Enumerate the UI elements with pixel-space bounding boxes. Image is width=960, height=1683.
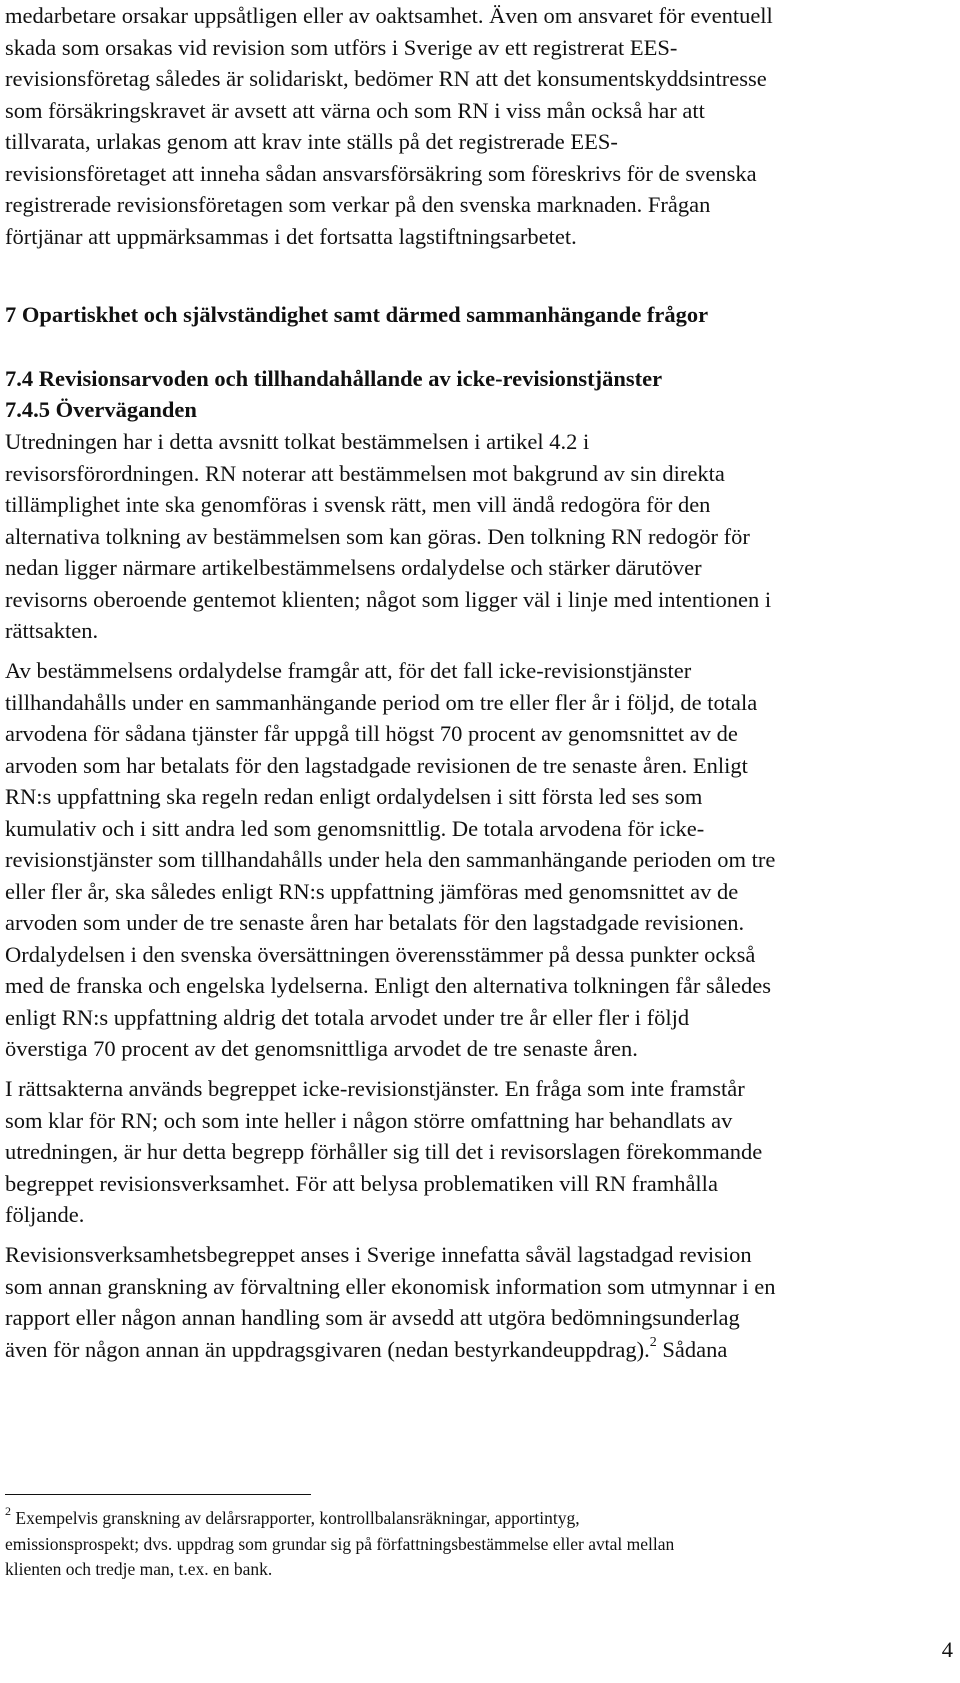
text-line: eller fler år, ska således enligt RN:s uppfattning jämföras med genomsnittet av de [5,878,739,904]
text-line: Ordalydelsen i den svenska översättningen överensstämmer på dessa punkter också [5,941,756,967]
text-line: revisorns oberoende gentemot klienten; något som ligger väl i linje med intentionen i [5,586,772,612]
text-line: rapport eller någon annan handling som är avsedd att utgöra bedömningsunderlag [5,1305,740,1330]
text-line: revisorsförordningen. RN noterar att bestämmelsen mot bakgrund av sin direkta [5,460,725,486]
text-line: registrerade revisionsföretagen som verkar på den svenska marknaden. Frågan [5,192,711,217]
text-line: arvodena för sådana tjänster får uppgå till högst 70 procent av genomsnittet av de [5,721,738,746]
text-line: som klar för RN; och som inte heller i någon större omfattning har behandlats av [5,1107,733,1133]
section-heading-7-4-5: 7.4.5 Överväganden [5,397,197,422]
text-line: tillhandahålls under en sammanhängande period om tre eller fler år i följd, de totala [5,689,758,715]
text-line: som annan granskning av förvaltning eller ekonomisk information som utmynnar i en [5,1273,776,1299]
text-line: Utredningen har i detta avsnitt tolkat bestämmelsen i artikel 4.2 i [5,429,590,454]
text-line: tillvarata, urlakas genom att krav inte ställs på det registrerade EES- [5,129,618,154]
text-line: revisionstjänster som tillhandahålls under hela den sammanhängande perioden om tre [5,847,776,872]
footnote-separator [5,1494,311,1495]
text-line: Revisionsverksamhetsbegreppet anses i Sverige innefatta såväl lagstadgad revision [5,1242,752,1267]
text-line: utredningen, är hur detta begrepp förhåller sig till det i revisorslagen förekommande [5,1139,763,1164]
page-number: 4 [941,1637,953,1662]
text-line: överstiga 70 procent av det genomsnittliga arvodet de tre senaste åren. [5,1036,638,1061]
text-line: rättsakten. [5,618,99,643]
text-line: som försäkringskravet är avsett att värna och som RN i viss mån också har att [5,97,705,123]
text-line: Av bestämmelsens ordalydelse framgår att, för det fall icke-revisionstjänster [5,658,692,683]
text-line: förtjänar att uppmärksammas i det fortsatta lagstiftningsarbetet. [5,223,577,249]
text-line: revisionsföretag således är solidariskt, bedömer RN att det konsumentskyddsintresse [5,66,767,91]
text-line: följande. [5,1202,85,1227]
paragraph-wording [5,655,955,1065]
text-line: revisionsföretaget att inneha sådan ansvarsförsäkring som föreskrivs för de svenska [5,160,757,186]
footnote-line [5,1506,955,1532]
text-line: begreppet revisionsverksamhet. För att belysa problematiken vill RN framhålla [5,1170,718,1196]
text-line: RN:s uppfattning ska regeln redan enligt ordalydelsen i sitt första led ses som [5,784,703,809]
text-line: medarbetare orsakar uppsåtligen eller av oaktsamhet. Även om ansvaret för eventuell [5,3,773,28]
text-line: enligt RN:s uppfattning aldrig det totala arvodet under tre år eller fler i följd [5,1004,690,1030]
text-run: Sådana [656,1336,728,1362]
text-line: skada som orsakas vid revision som utförs i Sverige av ett registrerat EES- [5,34,678,60]
text-line: arvoden som har betalats för den lagstadgade revisionen de tre senaste åren. Enligt [5,752,748,778]
footnote-text: Exempelvis granskning av delårsrapporter, kontrollbalansräkningar, apportintyg, [11,1508,580,1528]
text-line: nedan ligger närmare artikelbestämmelsens ordalydelse och stärker därutöver [5,555,702,580]
footnote [5,1506,955,1583]
text-line: med de franska och engelska lydelserna. Enligt den alternativa tolkningen får således [5,973,771,998]
paragraph-audit-activity [5,1239,955,1365]
footnote-line: emissionsprospekt; dvs. uppdrag som grundar sig på författningsbestämmelse eller avtal mellan [5,1533,675,1554]
text-line: arvoden som under de tre senaste åren har betalats för den lagstadgade revisionen. [5,910,745,935]
text-line: I rättsakterna används begreppet icke-revisionstjänster. En fråga som inte framstår [5,1076,745,1101]
footnote-line: klienten och tredje man, t.ex. en bank. [5,1559,273,1579]
text-line: alternativa tolkning av bestämmelsen som kan göras. Den tolkning RN redogör för [5,523,750,549]
footnote-number: 2 [5,1504,11,1519]
paragraph-insurance [5,0,955,252]
text-line: tillämplighet inte ska genomföras i svensk rätt, men vill ändå redogöra för den [5,492,711,517]
paragraph-non-audit-services [5,1073,955,1231]
section-heading-7: 7 Opartiskhet och självständighet samt därmed sammanhängande frågor [5,302,709,327]
section-heading-7-4: 7.4 Revisionsarvoden och tillhandahållande av icke-revisionstjänster [5,366,663,391]
text-line [5,1334,955,1366]
text-line: kumulativ och i sitt andra led som genomsnittlig. De totala arvodena för icke- [5,815,705,841]
paragraph-interpretation [5,426,955,647]
text-run: även för någon annan än uppdragsgivaren (nedan bestyrkandeuppdrag). [5,1336,650,1362]
footnote-reference[interactable]: 2 [649,1335,657,1350]
